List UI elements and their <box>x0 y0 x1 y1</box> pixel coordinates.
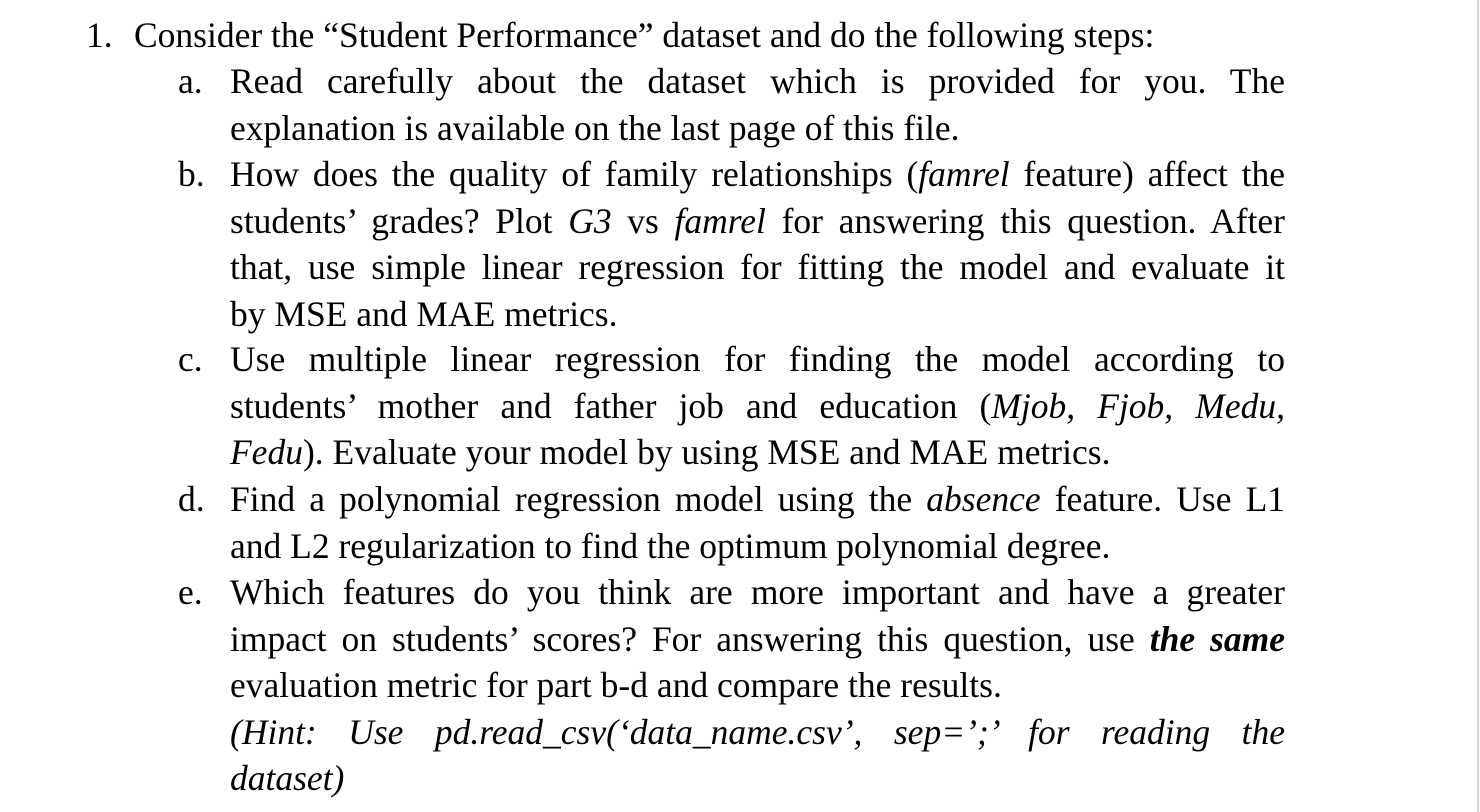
item-d-line-1 <box>230 476 1285 523</box>
item-marker-a: a. <box>178 61 203 101</box>
feature-g3: G3 <box>568 200 612 241</box>
item-d-line-1-pre: Find a polynomial regression model using the <box>230 479 927 519</box>
item-c-line-3 <box>230 429 1285 476</box>
item-marker-b: b. <box>178 154 205 194</box>
hint-line-1: (Hint: Use pd.read_csv(‘data_name.csv’, sep=’;’ for reading the <box>230 711 1285 752</box>
item-b-line-3: that, use simple linear regression for fitting the model and evaluate it <box>230 247 1285 287</box>
item-e-line-2 <box>230 616 1285 663</box>
item-marker-d: d. <box>178 479 205 519</box>
item-c-line-2 <box>230 383 1285 430</box>
item-b-line-1-post: feature) affect the <box>1009 154 1285 194</box>
item-a-line-1: Read carefully about the dataset which is provided for you. The <box>230 61 1285 101</box>
item-e-line-1: Which features do you think are more important and have a greater <box>230 572 1285 612</box>
feature-parents-list: Mjob, Fjob, Medu, <box>991 385 1285 426</box>
item-b-line-2 <box>230 198 1285 245</box>
question-number: 1. <box>86 15 113 55</box>
item-marker-e: e. <box>178 572 203 612</box>
item-b-line-2-mid: vs <box>611 200 675 241</box>
item-a-line-2: explanation is available on the last page of this file. <box>230 107 960 148</box>
item-e-line-2-pre: impact on students’ scores? For answering this question, use <box>230 618 1150 659</box>
item-c-line-3-post: ). Evaluate your model by using MSE and MAE metrics. <box>302 432 1111 472</box>
question-text: Consider the “Student Performance” dataset and do the following steps: <box>134 15 1155 55</box>
feature-famrel-2: famrel <box>674 200 766 241</box>
feature-fedu: Fedu <box>230 432 303 472</box>
item-d-line-1-post: feature. Use L1 <box>1040 479 1285 519</box>
hint-line-2: dataset) <box>230 758 345 798</box>
item-e-line-3: evaluation metric for part b-d and compare the results. <box>230 665 1002 705</box>
item-c-line-2-pre: students’ mother and father job and education ( <box>230 385 992 426</box>
item-b-line-4: by MSE and MAE metrics. <box>230 293 618 334</box>
item-d-line-2: and L2 regularization to find the optimum polynomial degree. <box>230 525 1111 566</box>
item-b-line-1 <box>230 151 1285 198</box>
feature-absence: absence <box>926 479 1041 519</box>
item-c-line-1: Use multiple linear regression for finding the model according to <box>230 339 1285 379</box>
question-heading <box>86 12 1154 59</box>
item-b-line-2-post: for answering this question. After <box>765 200 1285 241</box>
item-marker-c: c. <box>178 339 203 379</box>
emphasis-the-same: the same <box>1149 618 1285 659</box>
item-b-line-2-pre: students’ grades? Plot <box>230 200 569 241</box>
feature-famrel: famrel <box>918 154 1010 194</box>
item-b-line-1-pre: How does the quality of family relationships ( <box>230 154 919 194</box>
